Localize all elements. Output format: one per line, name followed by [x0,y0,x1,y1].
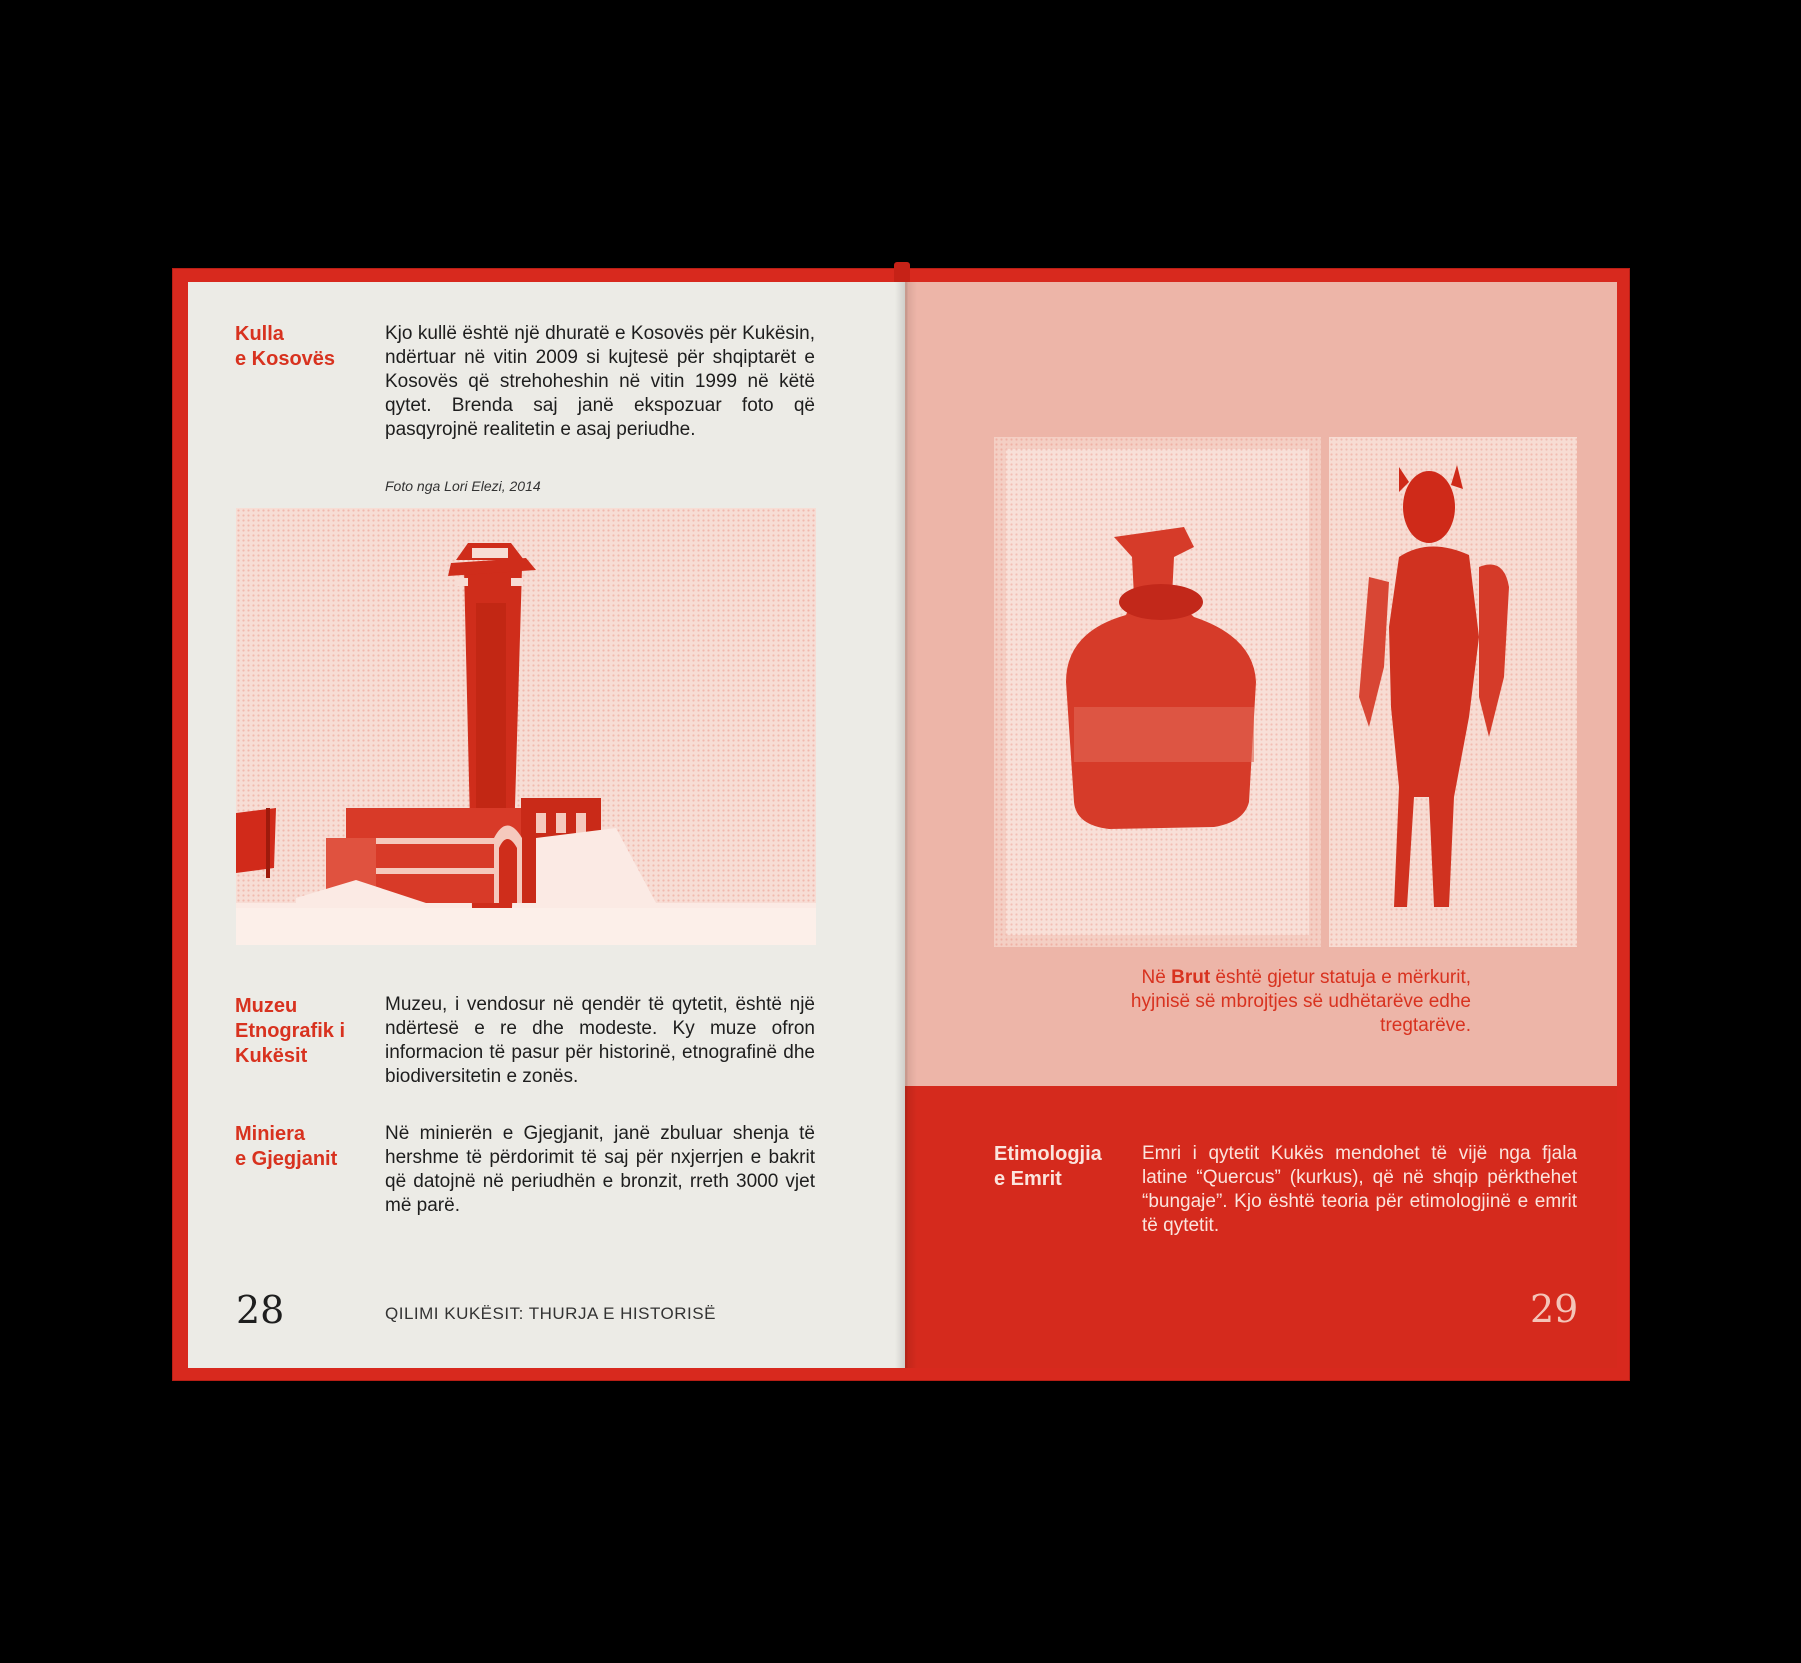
statue-caption [1101,966,1471,1038]
left-page [188,282,905,1368]
heading-kulla-e-kosoves [235,322,335,372]
right-page [905,282,1617,1368]
kosovo-tower-photo [236,508,816,945]
caption-place-name: Brut [1171,967,1211,988]
heading-etimologjia-e-emrit [994,1142,1102,1192]
mercury-statue-photo [1329,437,1577,947]
book-gutter-shadow [895,282,917,1368]
heading-muzeu-etnografik [235,994,345,1069]
heading-line: Kukësit [235,1045,308,1067]
caption-text: Në [1141,967,1172,988]
caption-text: është gjetur statuja e mërkurit, hyjnisë së mbrojtjes së udhëtarëve edhe tregtarëve. [1130,967,1471,1036]
photo-credit: Foto nga Lori Elezi, 2014 [385,478,541,494]
paragraph-kulla-e-kosoves: Kjo kullë është një dhuratë e Kosovës për Kukësin, ndërtuar në vitin 2009 si kujtesë për shqiptarët e Kosovës që strehoheshin në vitin 1999 në këtë qytet. Brenda saj janë ekspozuar foto që pasqyrojnë realitetin e asaj periudhe. [385,323,815,440]
heading-line: Kulla [235,323,284,345]
heading-line: Muzeu [235,995,298,1017]
tower-illustration [236,508,816,945]
etymology-panel [905,1086,1617,1368]
statue-illustration [1329,437,1577,947]
page-number-left: 28 [236,1288,285,1332]
heading-line: e Gjegjanit [235,1148,338,1170]
book-spine-tab [894,262,910,284]
page-number-right: 29 [1530,1287,1579,1331]
paragraph-etimologjia: Emri i qytetit Kukës mendohet të vijë nga fjala latine “Quercus” (kurkus), që në shqip përkthehet “bungaje”. Kjo është teoria për etimologjinë e emrit të qytetit. [1142,1143,1577,1236]
heading-line: Miniera [235,1123,306,1145]
heading-line: Etnografik i [235,1020,346,1042]
paragraph-muzeu-etnografik: Muzeu, i vendosur në qendër të qytetit, është një ndërtesë e re dhe modeste. Ky muze ofron informacion të pasur për historinë, etnografinë dhe biodiversitetin e zonës. [385,994,815,1087]
paragraph-miniera-e-gjegjanit: Në minierën e Gjegjanit, janë zbuluar shenja të hershme të përdorimit të saj për nxjerrjen e bakrit që datojnë në periudhën e bronzit, rreth 3000 vjet më parë. [385,1123,815,1216]
book-footer-title: QILIMI KUKËSIT: THURJA E HISTORISË [385,1304,716,1323]
heading-line: Etimologjia [994,1143,1102,1165]
heading-miniera-e-gjegjanit [235,1122,337,1172]
heading-line: e Emrit [994,1168,1062,1190]
vessel-illustration [994,437,1321,947]
heading-line: e Kosovës [235,348,336,370]
ancient-vessel-photo [994,437,1321,947]
